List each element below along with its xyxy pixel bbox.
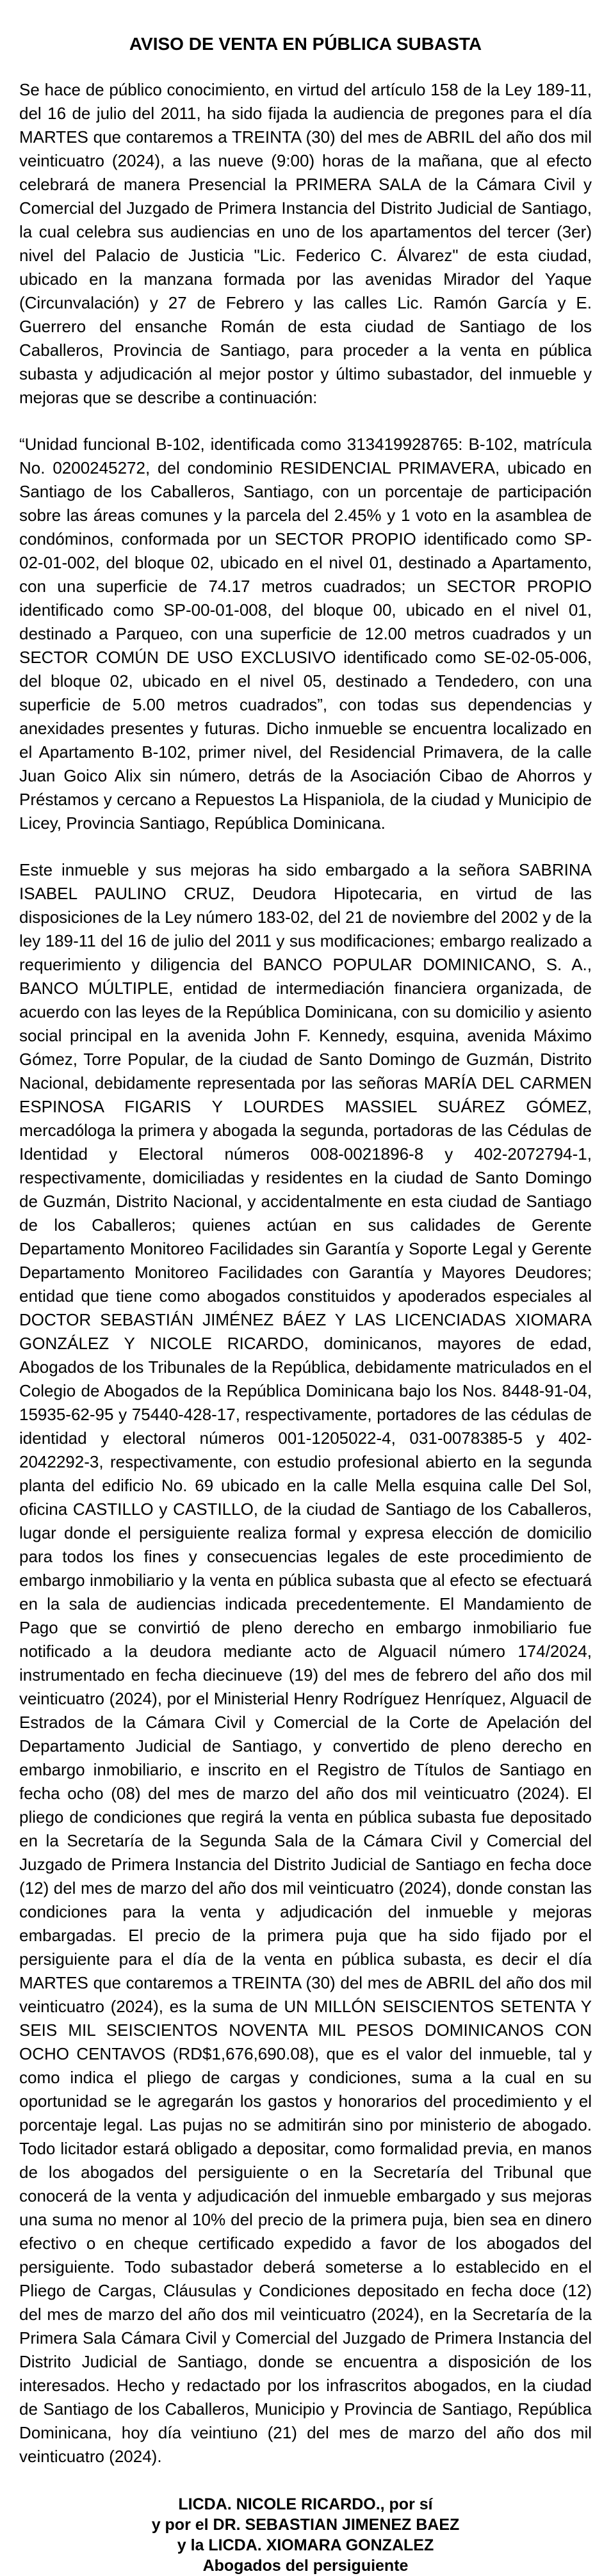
signature-line-3: y la LICDA. XIOMARA GONZALEZ [177,2536,434,2554]
signature-line-4: Abogados del persiguiente [202,2557,409,2575]
signature-block [19,2494,592,2576]
auction-announcement-paragraph: Se hace de público conocimiento, en virtud del artículo 158 de la Ley 189-11, del 16 de julio del 2011, ha sido fijada la audiencia de pregones para el día MARTES que contaremos a TREINTA (30) del mes de ABRIL del año dos mil veinticuatro (2024), a las nueve (9:00) horas de la mañana, que al efecto celebrará de manera Presencial la PRIMERA SALA de la Cámara Civil y Comercial del Juzgado de Primera Instancia del Distrito Judicial de Santiago, la cual celebra sus audiencias en uno de los apartamentos del tercer (3er) nivel del Palacio de Justicia "Lic. Federico C. Álvarez" de esta ciudad, ubicado en la manzana formada por las avenidas Mirador del Yaque (Circunvalación) y 27 de Febrero y las calles Lic. Ramón García y E. Guerrero del ensanche Román de esta ciudad de Santiago de los Caballeros, Provincia de Santiago, para proceder a la venta en pública subasta y adjudicación al mejor postor y último subastador, del inmueble y mejoras que se describe a continuación: [19,80,592,407]
signature-line-1: LICDA. NICOLE RICARDO., por sí [178,2495,433,2513]
property-description-paragraph: “Unidad funcional B-102, identificada como 313419928765: B-102, matrícula No. 0200245272, del condominio RESIDENCIAL PRIMAVERA, ubicado en Santiago de los Caballeros, Santiago, con un porcentaje de participación sobre las áreas comunes y la parcela del 2.45% y 1 voto en la asamblea de condóminos, conformada por un SECTOR PROPIO identificado como SP-02-01-002, del bloque 02, ubicado en el nivel 01, destinado a Apartamento, con una superficie de 74.17 metros cuadrados; un SECTOR PROPIO identificado como SP-00-01-008, del bloque 00, ubicado en el nivel 01, destinado a Parqueo, con una superficie de 12.00 metros cuadrados y un SECTOR COMÚN DE USO EXCLUSIVO identificado como SE-02-05-006, del bloque 02, ubicado en el nivel 05, destinado a Tendedero, con una superficie de 5.00 metros cuadrados”, con todas sus dependencias y anexidades presentes y futuras. Dicho inmueble se encuentra localizado en el Apartamento B-102, primer nivel, del Residencial Primavera, de la calle Juan Goico Alix sin número, detrás de la Asociación Cibao de Ahorros y Préstamos y cercano a Repuestos La Hispaniola, de la ciudad y Municipio de Licey, Provincia Santiago, República Dominicana. [19,435,592,833]
seizure-details-paragraph: Este inmueble y sus mejoras ha sido embargado a la señora SABRINA ISABEL PAULINO CRUZ, Deudora Hipotecaria, en virtud de las disposiciones de la Ley número 183-02, del 21 de noviembre del 2002 y de la ley 189-11 del 16 de julio del 2011 y sus modificaciones; embargo realizado a requerimiento y diligencia del BANCO POPULAR DOMINICANO, S. A., BANCO MÚLTIPLE, entidad de intermediación financiera organizada, de acuerdo con las leyes de la República Dominicana, con su domicilio y asiento social principal en la avenida John F. Kennedy, esquina, avenida Máximo Gómez, Torre Popular, de la ciudad de Santo Domingo de Guzmán, Distrito Nacional, debidamente representada por las señoras MARÍA DEL CARMEN ESPINOSA FIGARIS Y LOURDES MASSIEL SUÁREZ GÓMEZ, mercadóloga la primera y abogada la segunda, portadoras de las Cédulas de Identidad y Electoral números 008-0021896-8 y 402-2072794-1, respectivamente, domiciliadas y residentes en la ciudad de Santo Domingo de Guzmán, Distrito Nacional, y accidentalmente en esta ciudad de Santiago de los Caballeros; quienes actúan en sus calidades de Gerente Departamento Monitoreo Facilidades sin Garantía y Soporte Legal y Gerente Departamento Monitoreo Facilidades con Garantía y Mayores Deudores; entidad que tiene como abogados constituidos y apoderados especiales al DOCTOR SEBASTIÁN JIMÉNEZ BÁEZ Y LAS LICENCIADAS XIOMARA GONZÁLEZ Y NICOLE RICARDO, dominicanos, mayores de edad, Abogados de los Tribunales de la República, debidamente matriculados en el Colegio de Abogados de la República Dominicana bajo los Nos. 8448-91-04, 15935-62-95 y 75440-428-17, respectivamente, portadores de las cédulas de identidad y electoral números 001-1205022-4, 031-0078385-5 y 402-2042292-3, respectivamente, con estudio profesional abierto en la segunda planta del edificio No. 69 ubicado en la calle Mella esquina calle Del Sol, oficina CASTILLO y CASTILLO, de la ciudad de Santiago de los Caballeros, lugar donde el persiguiente realiza formal y expresa elección de domicilio para todos los fines y consecuencias legales de este procedimiento de embargo inmobiliario y la venta en pública subasta que al efecto se efectuará en la sala de audiencias indicada precedentemente. El Mandamiento de Pago que se convirtió de pleno derecho en embargo inmobiliario fue notificado a la deudora mediante acto de Alguacil número 174/2024, instrumentado en fecha diecinueve (19) del mes de febrero del año dos mil veinticuatro (2024), por el Ministerial Henry Rodríguez Henríquez, Alguacil de Estrados de la Cámara Civil y Comercial de la Corte de Apelación del Departamento Judicial de Santiago, y convertido de pleno derecho en embargo inmobiliario, e inscrito en el Registro de Títulos de Santiago en fecha ocho (08) del mes de marzo del año dos mil veinticuatro (2024). El pliego de condiciones que regirá la venta en pública subasta fue depositado en la Secretaría de la Segunda Sala de la Cámara Civil y Comercial del Juzgado de Primera Instancia del Distrito Judicial de Santiago en fecha doce (12) del mes de marzo del año dos mil veinticuatro (2024), donde constan las condiciones para la venta y adjudicación del inmueble y mejoras embargadas. El precio de la primera puja que ha sido fijado por el persiguiente para el día de la venta en pública subasta, es decir el día MARTES que contaremos a TREINTA (30) del mes de ABRIL del año dos mil veinticuatro (2024), es la suma de UN MILLÓN SEISCIENTOS SETENTA Y SEIS MIL SEISCIENTOS NOVENTA MIL PESOS DOMINICANOS CON OCHO CENTAVOS (RD$1,676,690.08), que es el valor del inmueble, tal y como indica el pliego de cargas y condiciones, suma a la cual en su oportunidad se le agregarán los gastos y honorarios del procedimiento y el porcentaje legal. Las pujas no se admitirán sino por ministerio de abogado. Todo licitador estará obligado a depositar, como formalidad previa, en manos de los abogados del persiguiente o en la Secretaría del Tribunal que conocerá de la venta y adjudicación del inmueble embargado y sus mejoras una suma no menor al 10% del precio de la primera puja, bien sea en dinero efectivo o en cheque certificado expedido a favor de los abogados del persiguiente. Todo subastador deberá someterse a lo establecido en el Pliego de Cargas, Cláusulas y Condiciones depositado en fecha doce (12) del mes de marzo del año dos mil veinticuatro (2024), en la Secretaría de la Primera Sala Cámara Civil y Comercial del Juzgado de Primera Instancia del Distrito Judicial de Santiago, donde se encuentra a disposición de los interesados. Hecho y redactado por los infrascritos abogados, en la ciudad de Santiago de los Caballeros, Municipio y Provincia de Santiago, República Dominicana, hoy día veintiuno (21) del mes de marzo del año dos mil veinticuatro (2024). [19,860,592,2466]
signature-line-2: y por el DR. SEBASTIAN JIMENEZ BAEZ [151,2516,460,2534]
notice-title: AVISO DE VENTA EN PÚBLICA SUBASTA [129,34,482,54]
